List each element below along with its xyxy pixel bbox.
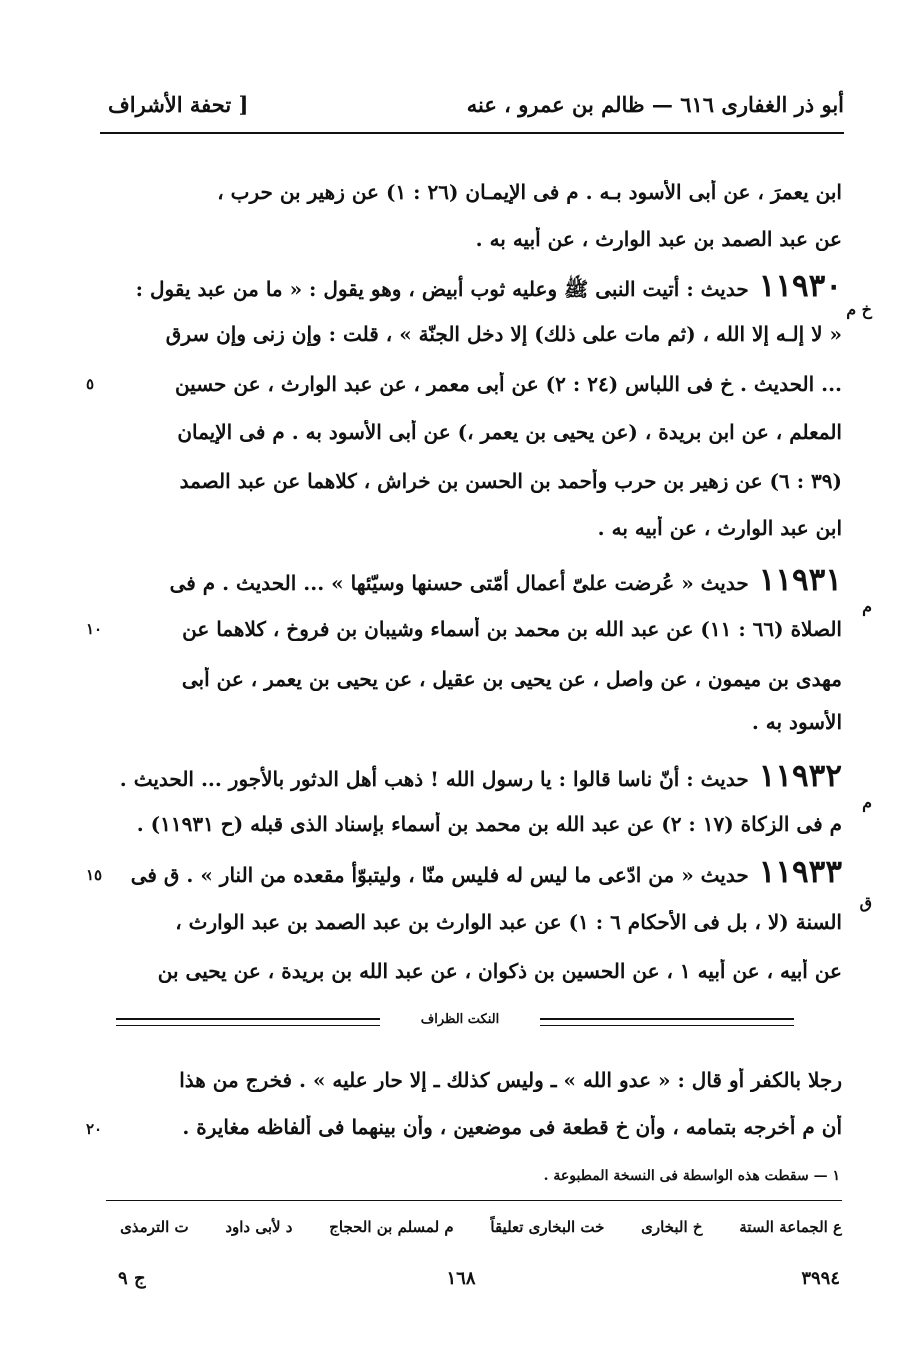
running-header-title: أبو ذر الغفارى ٦١٦ — ظالم بن عمرو ، عنه <box>466 92 844 117</box>
text-line: الأسود به . <box>751 710 842 734</box>
legend-item: خ البخارى <box>641 1218 703 1236</box>
hadith-number: ١١٩٣٣ <box>758 854 842 890</box>
line-number: ٥ <box>86 375 95 393</box>
text-line: ابن يعمرَ ، عن أبى الأسود بـه . م فى الإيمـان (٢٦ : ١) عن زهير بن حرب ، <box>217 180 842 204</box>
text-line: السنة (لا ، بل فى الأحكام ٦ : ١) عن عبد الوارث بن عبد الصمد بن عبد الوارث ، <box>175 910 842 934</box>
hadith-number: ١١٩٣١ <box>758 562 842 598</box>
hadith-number: ١١٩٣٢ <box>758 758 842 794</box>
text-line: ... الحديث . خ فى اللباس (٢٤ : ٢) عن أبى معمر ، عن عبد الوارث ، عن حسين <box>174 372 842 396</box>
margin-sigla: خ م <box>846 300 872 319</box>
text-line: مهدى بن ميمون ، عن واصل ، عن يحيى بن عقيل ، عن يحيى بن يعمر ، عن أبى <box>181 667 842 691</box>
line-number: ١٥ <box>86 866 103 884</box>
margin-sigla: م <box>862 597 872 616</box>
header-rule <box>100 132 844 134</box>
page-number: ١٦٨ <box>446 1268 476 1289</box>
hadith-entry: ١١٩٣٢حديث : أنّ ناسا قالوا : يا رسول الله ! ذهب أهل الدثور بالأجور ... الحديث . <box>119 758 842 794</box>
legend-item: د لأبى داود <box>225 1218 293 1236</box>
text-line: الصلاة (٦٦ : ١١) عن عبد الله بن محمد بن أسماء وشيبان بن فروخ ، كلاهما عن <box>182 617 842 641</box>
legend-item: ع الجماعة الستة <box>739 1218 842 1236</box>
text-line: عن عبد الصمد بن عبد الوارث ، عن أبيه به . <box>475 227 842 251</box>
hadith-entry: ١١٩٣١حديث « عُرضت علىّ أعمال أمّتى حسنها وسيّئها » ... الحديث . م فى <box>169 562 842 598</box>
margin-sigla: ق <box>859 893 872 912</box>
sigla-legend <box>120 1218 842 1236</box>
separator-label: النكت الظراف <box>380 1012 540 1027</box>
legend-item: م لمسلم بن الحجاج <box>329 1218 454 1236</box>
text-line: ابن عبد الوارث ، عن أبيه به . <box>597 516 842 540</box>
text-line: المعلم ، عن ابن بريدة ، (عن يحيى بن يعمر ،) عن أبى الأسود به . م فى الإيمان <box>177 420 842 444</box>
hadith-number: ١١٩٣٠ <box>758 268 842 304</box>
text-line: عن أبيه ، عن أبيه ١ ، عن الحسين بن ذكوان ، عن عبد الله بن بريدة ، عن يحيى بن <box>157 959 842 983</box>
line-number: ٢٠ <box>86 1120 103 1138</box>
note-line: رجلا بالكفر أو قال : « عدو الله » ـ وليس كذلك ـ إلا حار عليه » . فخرج من هذا <box>179 1068 842 1092</box>
legend-item: ت الترمذى <box>120 1218 189 1236</box>
legend-item: خت البخارى تعليقاً <box>490 1218 605 1236</box>
text-line: م فى الزكاة (١٧ : ٢) عن عبد الله بن محمد بن أسماء بإسناد الذى قبله (ح ١١٩٣١) . <box>136 812 842 836</box>
note-line: أن م أخرجه بتمامه ، وأن خ قطعة فى موضعين ، وأن بينهما فى ألفاظه مغايرة . <box>182 1115 842 1139</box>
footnote-rule <box>106 1200 842 1201</box>
line-number: ١٠ <box>86 620 103 638</box>
volume-number: ج ٩ <box>118 1268 146 1289</box>
text-line: (٣٩ : ٦) عن زهير بن حرب وأحمد بن الحسن بن خراش ، كلاهما عن عبد الصمد <box>179 469 842 493</box>
margin-sigla: م <box>862 793 872 812</box>
hadith-entry: ١١٩٣٣حديث « من ادّعى ما ليس له فليس منّا ، وليتبوّأ مقعده من النار » . ق فى <box>130 854 842 890</box>
text-line: « لا إلـه إلا الله ، (ثم مات على ذلك) إلا دخل الجنّة » ، قلت : وإن زنى وإن سرق <box>165 322 842 346</box>
entry-range-number: ٣٩٩٤ <box>801 1268 840 1289</box>
footnote: ١ — سقطت هذه الواسطة فى النسخة المطبوعة . <box>543 1168 840 1184</box>
running-header-book: [ تحفة الأشراف <box>108 92 249 117</box>
hadith-entry: ١١٩٣٠حديث : أتيت النبى ﷺ وعليه ثوب أبيض ، وهو يقول : « ما من عبد يقول : <box>135 268 842 304</box>
